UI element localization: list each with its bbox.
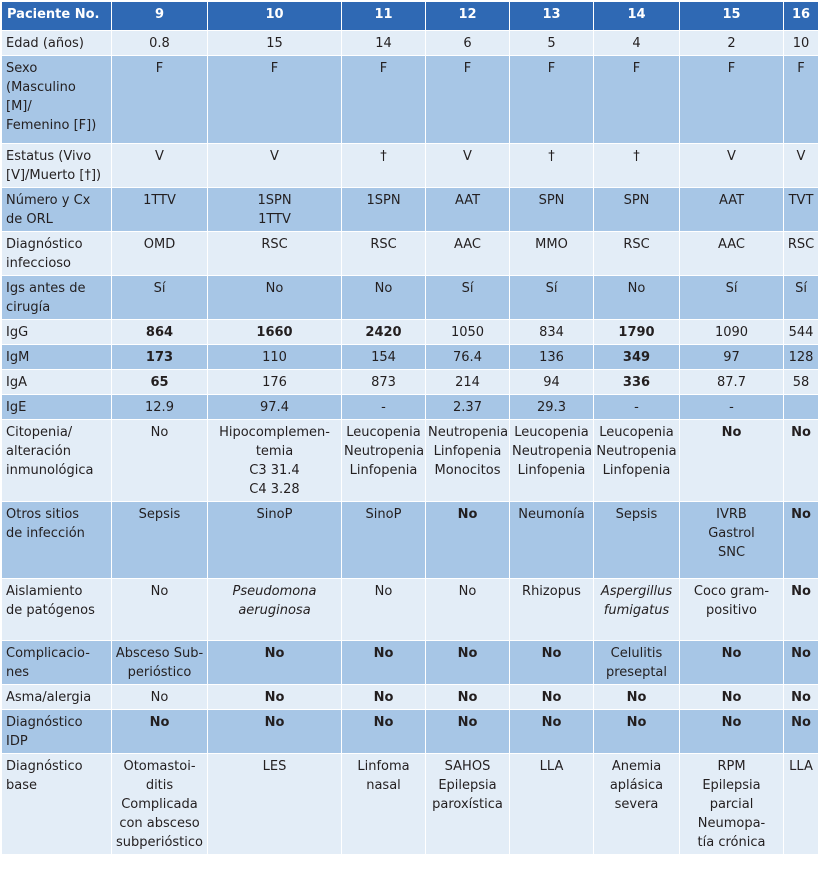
table-cell: No: [342, 641, 426, 685]
table-cell: No: [594, 276, 680, 320]
table-cell: 4: [594, 31, 680, 56]
table-cell: LLA: [784, 754, 819, 855]
header-patient-16: 16: [784, 2, 819, 31]
table-cell: [784, 395, 819, 420]
table-row: [2, 579, 819, 641]
table-cell: No: [342, 685, 426, 710]
row-label: Aislamiento de patógenos: [2, 579, 112, 641]
table-cell: 128: [784, 345, 819, 370]
table-cell: No: [784, 685, 819, 710]
table-cell: No: [680, 641, 784, 685]
table-cell: Hipocomplemen- temia C3 31.4 C4 3.28: [208, 420, 342, 502]
table-cell: Leucopenia Neutropenia Linfopenia: [594, 420, 680, 502]
table-cell: No: [208, 710, 342, 754]
table-cell: Sepsis: [594, 502, 680, 579]
table-cell: F: [342, 56, 426, 144]
row-label: Citopenia/ alteración inmunológica: [2, 420, 112, 502]
table-row: [2, 754, 819, 855]
table-cell: MMO: [510, 232, 594, 276]
row-label: IgA: [2, 370, 112, 395]
table-cell: 336: [594, 370, 680, 395]
table-cell: RSC: [594, 232, 680, 276]
table-cell: 29.3: [510, 395, 594, 420]
table-cell: No: [510, 710, 594, 754]
table-cell: 5: [510, 31, 594, 56]
header-patient-13: 13: [510, 2, 594, 31]
table-cell: No: [510, 641, 594, 685]
row-label: Asma/alergia: [2, 685, 112, 710]
table-cell: No: [342, 579, 426, 641]
table-cell: No: [426, 502, 510, 579]
table-cell: Coco gram- positivo: [680, 579, 784, 641]
table-row: [2, 276, 819, 320]
header-patient-label: Paciente No.: [2, 2, 112, 31]
table-cell: 2: [680, 31, 784, 56]
table-cell: 15: [208, 31, 342, 56]
table-cell: 136: [510, 345, 594, 370]
table-cell: Leucopenia Neutropenia Linfopenia: [342, 420, 426, 502]
table-cell: 10: [784, 31, 819, 56]
table-cell: Rhizopus: [510, 579, 594, 641]
header-patient-15: 15: [680, 2, 784, 31]
table-cell: 873: [342, 370, 426, 395]
table-cell: Sepsis: [112, 502, 208, 579]
table-cell: 94: [510, 370, 594, 395]
table-cell: No: [208, 685, 342, 710]
table-cell: No: [680, 685, 784, 710]
table-cell: No: [426, 641, 510, 685]
table-cell: Sí: [112, 276, 208, 320]
table-cell: -: [594, 395, 680, 420]
table-cell: LLA: [510, 754, 594, 855]
table-cell: Anemia aplásica severa: [594, 754, 680, 855]
table-cell: RPM Epilepsia parcial Neumopa- tía crónica: [680, 754, 784, 855]
table-cell: No: [112, 710, 208, 754]
row-label: Edad (años): [2, 31, 112, 56]
row-label: Diagnóstico IDP: [2, 710, 112, 754]
table-cell: Linfoma nasal: [342, 754, 426, 855]
table-cell: OMD: [112, 232, 208, 276]
table-cell: -: [680, 395, 784, 420]
table-cell: No: [208, 641, 342, 685]
table-cell: 834: [510, 320, 594, 345]
table-cell: SPN: [594, 188, 680, 232]
table-cell: No: [784, 710, 819, 754]
table-cell: F: [510, 56, 594, 144]
table-cell: RSC: [342, 232, 426, 276]
table-cell: F: [680, 56, 784, 144]
header-patient-14: 14: [594, 2, 680, 31]
table-cell: SPN: [510, 188, 594, 232]
table-cell: †: [510, 144, 594, 188]
table-cell: No: [112, 420, 208, 502]
row-label: Estatus (Vivo [V]/Muerto [†]): [2, 144, 112, 188]
table-cell: V: [680, 144, 784, 188]
table-cell: F: [112, 56, 208, 144]
table-body: [2, 31, 819, 855]
table-cell: AAT: [426, 188, 510, 232]
table-cell: RSC: [784, 232, 819, 276]
header-patient-12: 12: [426, 2, 510, 31]
table-cell: No: [594, 710, 680, 754]
table-cell: No: [680, 710, 784, 754]
table-cell: Sí: [680, 276, 784, 320]
table-cell: 97.4: [208, 395, 342, 420]
table-cell: 1SPN 1TTV: [208, 188, 342, 232]
table-cell: 97: [680, 345, 784, 370]
table-cell: †: [342, 144, 426, 188]
table-cell: 6: [426, 31, 510, 56]
table-cell: 110: [208, 345, 342, 370]
table-row: [2, 345, 819, 370]
table-cell: F: [208, 56, 342, 144]
table-cell: No: [112, 685, 208, 710]
table-row: [2, 31, 819, 56]
table-cell: Sí: [510, 276, 594, 320]
table-cell: V: [784, 144, 819, 188]
table-row: [2, 144, 819, 188]
table-cell: No: [426, 685, 510, 710]
header-patient-10: 10: [208, 2, 342, 31]
table-cell: Neumonía: [510, 502, 594, 579]
table-row: [2, 502, 819, 579]
table-cell: F: [784, 56, 819, 144]
table-cell: 0.8: [112, 31, 208, 56]
row-label: IgG: [2, 320, 112, 345]
table-cell: 1090: [680, 320, 784, 345]
table-cell: No: [342, 710, 426, 754]
table-cell: 2.37: [426, 395, 510, 420]
table-cell: 76.4: [426, 345, 510, 370]
table-cell: Sí: [784, 276, 819, 320]
table-cell: 1050: [426, 320, 510, 345]
table-cell: No: [342, 276, 426, 320]
table-cell: 1TTV: [112, 188, 208, 232]
table-cell: 65: [112, 370, 208, 395]
table-cell: No: [510, 685, 594, 710]
table-cell: No: [784, 502, 819, 579]
table-cell: 58: [784, 370, 819, 395]
table-cell: Aspergillus fumigatus: [594, 579, 680, 641]
row-label: Diagnóstico base: [2, 754, 112, 855]
table-cell: No: [784, 420, 819, 502]
table-cell: 544: [784, 320, 819, 345]
table-cell: 176: [208, 370, 342, 395]
table-cell: 12.9: [112, 395, 208, 420]
table-cell: AAC: [426, 232, 510, 276]
table-row: [2, 370, 819, 395]
table-cell: No: [594, 685, 680, 710]
table-cell: No: [208, 276, 342, 320]
row-label: Otros sitios de infección: [2, 502, 112, 579]
table-cell: 2420: [342, 320, 426, 345]
table-cell: Otomastoi- ditis Complicada con absceso subperióstico: [112, 754, 208, 855]
table-cell: No: [680, 420, 784, 502]
table-cell: AAT: [680, 188, 784, 232]
table-cell: No: [426, 579, 510, 641]
row-label: Igs antes de cirugía: [2, 276, 112, 320]
table-cell: SinoP: [208, 502, 342, 579]
table-cell: Celulitis preseptal: [594, 641, 680, 685]
table-cell: 349: [594, 345, 680, 370]
row-label: Complicacio- nes: [2, 641, 112, 685]
table-cell: Leucopenia Neutropenia Linfopenia: [510, 420, 594, 502]
table-cell: 1790: [594, 320, 680, 345]
table-cell: 173: [112, 345, 208, 370]
table-cell: RSC: [208, 232, 342, 276]
table-cell: 14: [342, 31, 426, 56]
table-row: [2, 685, 819, 710]
row-label: IgM: [2, 345, 112, 370]
table-cell: F: [594, 56, 680, 144]
table-cell: IVRB Gastrol SNC: [680, 502, 784, 579]
table-cell: LES: [208, 754, 342, 855]
row-label: IgE: [2, 395, 112, 420]
table-cell: 1SPN: [342, 188, 426, 232]
table-cell: -: [342, 395, 426, 420]
row-label: Sexo (Masculino [M]/ Femenino [F]): [2, 56, 112, 144]
header-patient-11: 11: [342, 2, 426, 31]
table-row: [2, 641, 819, 685]
table-cell: SAHOS Epilepsia paroxística: [426, 754, 510, 855]
table-cell: No: [784, 641, 819, 685]
header-patient-9: 9: [112, 2, 208, 31]
table-cell: 1660: [208, 320, 342, 345]
table-row: [2, 56, 819, 144]
table-cell: No: [426, 710, 510, 754]
table-cell: 864: [112, 320, 208, 345]
patient-table: [1, 1, 819, 855]
table-cell: No: [112, 579, 208, 641]
table-cell: AAC: [680, 232, 784, 276]
table-cell: Absceso Sub- perióstico: [112, 641, 208, 685]
header-row: [2, 2, 819, 31]
table-cell: V: [112, 144, 208, 188]
table-row: [2, 232, 819, 276]
table-row: [2, 320, 819, 345]
row-label: Diagnóstico infeccioso: [2, 232, 112, 276]
row-label: Número y Cx de ORL: [2, 188, 112, 232]
table-cell: Sí: [426, 276, 510, 320]
table-row: [2, 710, 819, 754]
table-cell: Neutropenia Linfopenia Monocitos: [426, 420, 510, 502]
table-cell: TVT: [784, 188, 819, 232]
table-cell: V: [426, 144, 510, 188]
table-cell: 87.7: [680, 370, 784, 395]
table-cell: 214: [426, 370, 510, 395]
table-cell: 154: [342, 345, 426, 370]
table-cell: Pseudomona aeruginosa: [208, 579, 342, 641]
table-row: [2, 188, 819, 232]
table-cell: SinoP: [342, 502, 426, 579]
table-cell: †: [594, 144, 680, 188]
table-cell: No: [784, 579, 819, 641]
table-row: [2, 420, 819, 502]
table-row: [2, 395, 819, 420]
table-cell: V: [208, 144, 342, 188]
table-cell: F: [426, 56, 510, 144]
